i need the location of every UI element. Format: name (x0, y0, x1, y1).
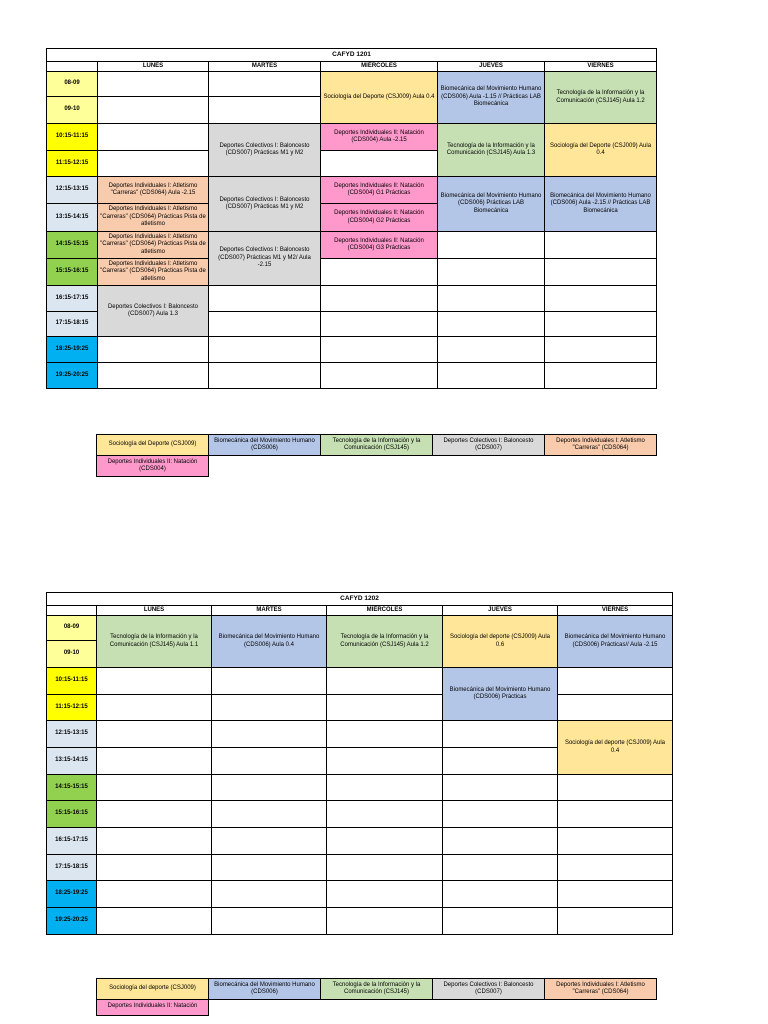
empty-cell (327, 775, 443, 801)
empty-cell (97, 748, 212, 775)
time-slot: 13:15-14:15 (47, 204, 98, 232)
empty-cell (438, 312, 545, 337)
empty-cell (558, 695, 673, 721)
time-slot: 18:25-19:25 (47, 881, 97, 908)
empty-cell (443, 748, 558, 775)
empty-cell (558, 801, 673, 828)
empty-cell (443, 881, 558, 908)
class-cell: Deportes Colectivos I: Baloncesto (CDS007) Prácticas M1 y M2 (209, 124, 321, 177)
day-header-miercoles: MIÉRCOLES (327, 606, 443, 616)
empty-cell (443, 721, 558, 748)
empty-cell (327, 828, 443, 855)
class-cell: Deportes Individuales II: Natación (CDS004) G2 Prácticas (321, 204, 438, 232)
day-header-jueves: JUEVES (438, 62, 545, 72)
empty-cell (558, 908, 673, 935)
empty-cell (209, 72, 321, 97)
empty-cell (438, 259, 545, 286)
class-cell: Deportes Individuales I: Atletismo "Carreras" (CDS064) Prácticas Pista de atletismo (98, 232, 209, 259)
time-slot: 15:15-16:15 (47, 259, 98, 286)
legend-item: Deportes Individuales I: Atletismo "Carreras" (CDS064) (544, 978, 657, 1000)
legend-1201 (96, 434, 656, 476)
empty-cell (438, 337, 545, 363)
empty-cell (321, 363, 438, 389)
legend-item: Tecnología de la Información y la Comunicación (CSJ145) (320, 434, 433, 456)
empty-cell (97, 721, 212, 748)
empty-cell (327, 668, 443, 695)
empty-cell (209, 286, 321, 312)
empty-cell (443, 828, 558, 855)
time-slot: 10:15-11:15 (47, 124, 98, 151)
legend-item: Biomecánica del Movimiento Humano (CDS006) (208, 978, 321, 1000)
time-slot: 12:15-13:15 (47, 721, 97, 748)
class-cell: Deportes Individuales II: Natación (CDS004) G3 Prácticas (321, 232, 438, 259)
class-cell: Deportes Colectivos I: Baloncesto (CDS007) Prácticas M1 y M2/ Aula -2.15 (209, 232, 321, 286)
empty-cell (558, 881, 673, 908)
empty-cell (438, 232, 545, 259)
time-slot: 13:15-14:15 (47, 748, 97, 775)
empty-cell (545, 232, 657, 259)
empty-cell (212, 881, 327, 908)
time-slot: 12:15-13:15 (47, 177, 98, 204)
empty-cell (321, 286, 438, 312)
legend-item: Deportes Individuales II: Natación (CDS004) (96, 455, 209, 477)
empty-cell (98, 151, 209, 177)
class-cell: Deportes Individuales I: Atletismo "Carreras" (CDS064) Aula -2.15 (98, 177, 209, 204)
class-cell: Biomecánica del Movimiento Humano (CDS006) Aula -2.15 // Prácticas LAB Biomecánica (545, 177, 657, 232)
empty-cell (545, 312, 657, 337)
empty-cell (558, 855, 673, 881)
class-cell: Sociología del deporte (CSJ009) Aula 0.6 (443, 616, 558, 668)
empty-cell (545, 259, 657, 286)
empty-cell (97, 775, 212, 801)
empty-cell (327, 721, 443, 748)
empty-cell (212, 695, 327, 721)
day-header-jueves: JUEVES (443, 606, 558, 616)
empty-cell (97, 828, 212, 855)
day-header-lunes: LUNES (98, 62, 209, 72)
legend-item: Deportes Individuales I: Atletismo "Carreras" (CDS064) (544, 434, 657, 456)
empty-cell (209, 337, 321, 363)
time-slot: 19:25-20:25 (47, 908, 97, 935)
empty-cell (438, 363, 545, 389)
empty-cell (209, 97, 321, 124)
class-cell: Deportes Individuales II: Natación (CDS004) G1 Prácticas (321, 177, 438, 204)
class-cell: Biomecánica del Movimiento Humano (CDS006) Aula 0.4 (212, 616, 327, 668)
time-slot: 19:25-20:25 (47, 363, 98, 389)
empty-cell (443, 855, 558, 881)
legend-item: Deportes Colectivos I: Baloncesto (CDS007) (432, 978, 545, 1000)
time-slot: 09-10 (47, 97, 98, 124)
empty-cell (98, 97, 209, 124)
class-cell: Biomecánica del Movimiento Humano (CDS006) Aula -1.15 // Prácticas LAB Biomecánica (438, 72, 545, 124)
legend-item: Sociología del Deporte (CSJ009) (96, 434, 209, 456)
legend-item: Deportes Individuales II: Natación (96, 999, 209, 1016)
class-cell: Biomecánica del Movimiento Humano (CDS006) Prácticas// Aula -2.15 (558, 616, 673, 668)
class-cell: Tecnología de la Información y la Comunicación (CSJ145) Aula 1.1 (97, 616, 212, 668)
empty-cell (545, 363, 657, 389)
time-slot: 11:15-12:15 (47, 695, 97, 721)
class-cell: Biomecánica del Movimiento Humano (CDS006) Prácticas (443, 668, 558, 721)
empty-cell (327, 748, 443, 775)
legend-item: Tecnología de la Información y la Comunicación (CSJ145) (320, 978, 433, 1000)
empty-cell (321, 151, 438, 177)
empty-cell (212, 721, 327, 748)
empty-cell (212, 908, 327, 935)
time-slot: 08-09 (47, 616, 97, 641)
empty-cell (558, 775, 673, 801)
empty-cell (212, 668, 327, 695)
time-slot: 15:15-16:15 (47, 801, 97, 828)
time-slot: 08-09 (47, 72, 98, 97)
empty-cell (438, 286, 545, 312)
class-cell: Deportes Individuales I: Atletismo "Carreras" (CDS064) Prácticas Pista de atletismo (98, 259, 209, 286)
empty-cell (443, 801, 558, 828)
time-slot: 16:15-17:15 (47, 286, 98, 312)
empty-cell (321, 337, 438, 363)
empty-cell (98, 72, 209, 97)
empty-cell (443, 908, 558, 935)
empty-cell (212, 828, 327, 855)
class-cell: Tecnología de la Información y la Comunicación (CSJ145) Aula 1.2 (327, 616, 443, 668)
time-slot: 09-10 (47, 641, 97, 668)
legend-1202 (96, 978, 656, 1015)
day-header-martes: MARTES (212, 606, 327, 616)
empty-cell (97, 695, 212, 721)
legend-item: Deportes Colectivos I: Baloncesto (CDS007) (432, 434, 545, 456)
day-header-viernes: VIERNES (545, 62, 657, 72)
empty-cell (212, 748, 327, 775)
class-cell: Sociología del deporte (CSJ009) Aula 0.4 (558, 721, 673, 775)
empty-cell (97, 908, 212, 935)
time-slot: 14:15-15:15 (47, 775, 97, 801)
empty-cell (209, 363, 321, 389)
empty-cell (97, 801, 212, 828)
empty-cell (212, 801, 327, 828)
empty-cell (321, 259, 438, 286)
empty-cell (327, 695, 443, 721)
empty-cell (558, 668, 673, 695)
class-cell: Biomecánica del Movimiento Humano (CDS006) Prácticas LAB Biomecánica (438, 177, 545, 232)
empty-cell (212, 775, 327, 801)
time-slot: 17:15-18:15 (47, 855, 97, 881)
day-header-viernes: VIERNES (558, 606, 673, 616)
schedule-title: CAFYD 1201 (47, 49, 657, 62)
class-cell: Tecnología de la Información y la Comunicación (CSJ145) Aula 1.3 (438, 124, 545, 177)
time-slot: 17:15-18:15 (47, 312, 98, 337)
empty-cell (327, 908, 443, 935)
schedule-title: CAFYD 1202 (47, 593, 673, 606)
day-header-miercoles: MIÉRCOLES (321, 62, 438, 72)
class-cell: Sociología del Deporte (CSJ009) Aula 0.4 (545, 124, 657, 177)
class-cell: Tecnología de la Información y la Comunicación (CSJ145) Aula 1.2 (545, 72, 657, 124)
empty-cell (327, 881, 443, 908)
empty-cell (97, 668, 212, 695)
class-cell: Sociología del Deporte (CSJ009) Aula 0.4 (321, 72, 438, 124)
empty-cell (321, 312, 438, 337)
empty-cell (545, 337, 657, 363)
empty-cell (545, 286, 657, 312)
schedule-table-1202 (46, 592, 673, 935)
day-header-martes: MARTES (209, 62, 321, 72)
time-slot: 14:15-15:15 (47, 232, 98, 259)
empty-cell (327, 855, 443, 881)
time-slot: 18:25-19:25 (47, 337, 98, 363)
empty-cell (558, 828, 673, 855)
schedule-table-1201 (46, 48, 657, 389)
class-cell: Deportes Individuales I: Atletismo "Carreras" (CDS064) Prácticas Pista de atletismo (98, 204, 209, 232)
legend-item: Sociología del deporte (CSJ009) (96, 978, 209, 1000)
time-slot: 16:15-17:15 (47, 828, 97, 855)
empty-cell (97, 881, 212, 908)
class-cell: Deportes Individuales II: Natación (CDS004) Aula -2.15 (321, 124, 438, 151)
empty-cell (97, 855, 212, 881)
corner-cell (47, 62, 98, 72)
empty-cell (443, 775, 558, 801)
corner-cell (47, 606, 97, 616)
class-cell: Deportes Colectivos I: Baloncesto (CDS007) Prácticas M1 y M2 (209, 177, 321, 232)
empty-cell (98, 363, 209, 389)
empty-cell (327, 801, 443, 828)
empty-cell (212, 855, 327, 881)
time-slot: 10:15-11:15 (47, 668, 97, 695)
class-cell: Deportes Colectivos I: Baloncesto (CDS007) Aula 1.3 (98, 286, 209, 337)
empty-cell (209, 312, 321, 337)
day-header-lunes: LUNES (97, 606, 212, 616)
legend-item: Biomecánica del Movimiento Humano (CDS006) (208, 434, 321, 456)
empty-cell (98, 124, 209, 151)
empty-cell (98, 337, 209, 363)
time-slot: 11:15-12:15 (47, 151, 98, 177)
